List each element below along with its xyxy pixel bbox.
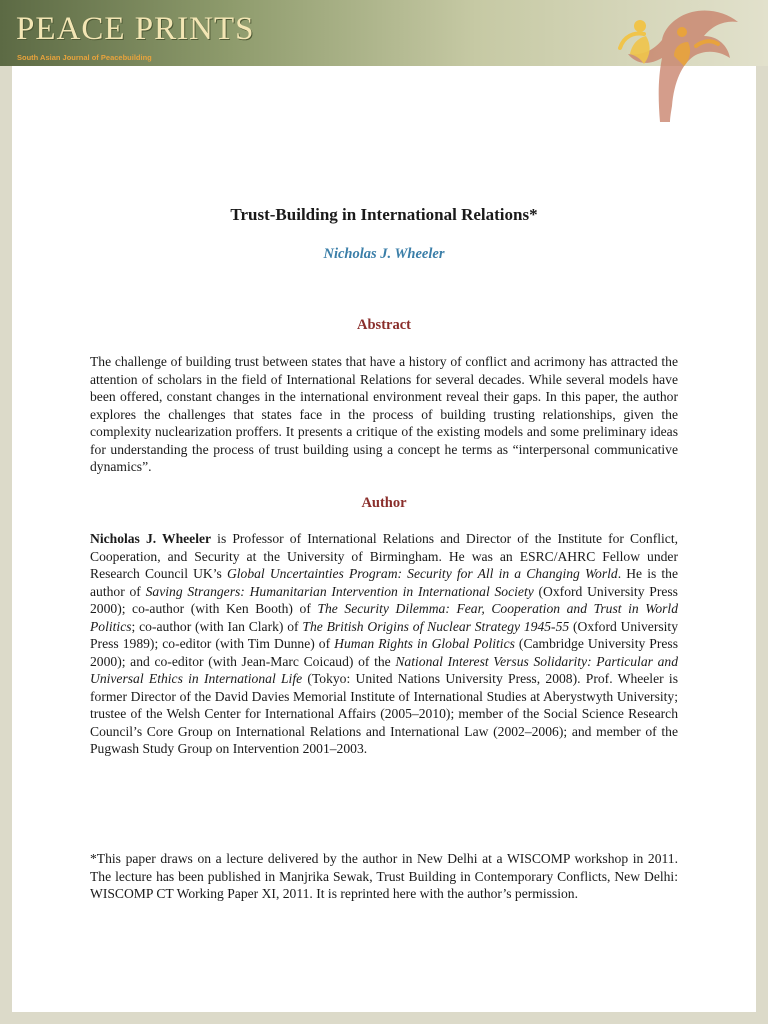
author-bio: [90, 530, 678, 758]
journal-title: PEACE PRINTS: [16, 11, 255, 47]
journal-subtitle: South Asian Journal of Peacebuilding: [17, 53, 152, 62]
author-bio-text: is Professor of International Relations and Director of the Institute for Conflict, Cooperation, and Security at the University of Birmingham. He was an ESRC/AHRC Fellow under Research Council UK’s: [90, 531, 678, 581]
author-bio-text: (Cambridge University Press 2000); and co-editor (with Jean-Marc Coicaud) of the: [90, 636, 679, 669]
author-bio-work-title: Global Uncertainties Program: Security for All in a Changing World: [226, 566, 618, 581]
author-bio-text: (Oxford University Press 1989); co-editor (with Tim Dunne) of: [90, 618, 678, 651]
author-bio-text: (Oxford University Press 2000); co-author (with Ken Booth) of: [90, 583, 678, 616]
author-heading: Author: [361, 495, 407, 511]
author-bio-work-title: Human Rights in Global Politics: [334, 636, 515, 651]
abstract-text: The challenge of building trust between states that have a history of conflict and acrimony has attracted the attention of scholars in the field of International Relations for several decades. While several models have been offered, constant changes in the international environment reveal their gaps. In this paper, the author explores the challenges that states face in the process of building trusting relationships, given the complexity nuclearization proffers. It presents a critique of the existing models and some preliminary ideas for understanding the process of trust building using a concept he terms as “interpersonal communicative dynamics”.: [90, 354, 678, 474]
author-bio-name: Nicholas J. Wheeler: [90, 531, 212, 546]
author-bio-work-title: Saving Strangers: Humanitarian Intervention in International Society: [145, 583, 534, 599]
article-title: Trust-Building in International Relations*: [230, 205, 538, 224]
footnote: *This paper draws on a lecture delivered by the author in New Delhi at a WISCOMP workshop in 2011. The lecture has been published in Manjrika Sewak, Trust Building in Contemporary Conflicts, New Delhi: WISCOMP CT Working Paper XI, 2011. It is reprinted here with the author’s permission.: [90, 851, 678, 901]
author-bio-text: ; co-author (with Ian Clark) of: [131, 618, 303, 634]
author-bio-work-title: National Interest Versus Solidarity: Particular and Universal Ethics in International Life: [90, 653, 678, 686]
author-bio-text: (Tokyo: United Nations University Press, 2008). Prof. Wheeler is former Director of the David Davies Memorial Institute of International Studies at Aberystwyth University; trustee of the Welsh Center for International Affairs (2005–2010); member of the Social Science Research Council’s Core Group on International Relations and International Law (2002–2006); and member of the Pugwash Study Group on Intervention 2001–2003.: [90, 671, 678, 756]
author-bio-work-title: The British Origins of Nuclear Strategy 1945-55: [302, 618, 570, 634]
abstract-heading: Abstract: [357, 317, 411, 333]
author-bio-work-title: The Security Dilemma: Fear, Cooperation and Trust in World Politics: [90, 601, 678, 634]
author-bio-text: . He is the author of: [90, 566, 678, 599]
peace-figures-logo-icon: [600, 6, 750, 122]
article-author: Nicholas J. Wheeler: [323, 246, 445, 262]
